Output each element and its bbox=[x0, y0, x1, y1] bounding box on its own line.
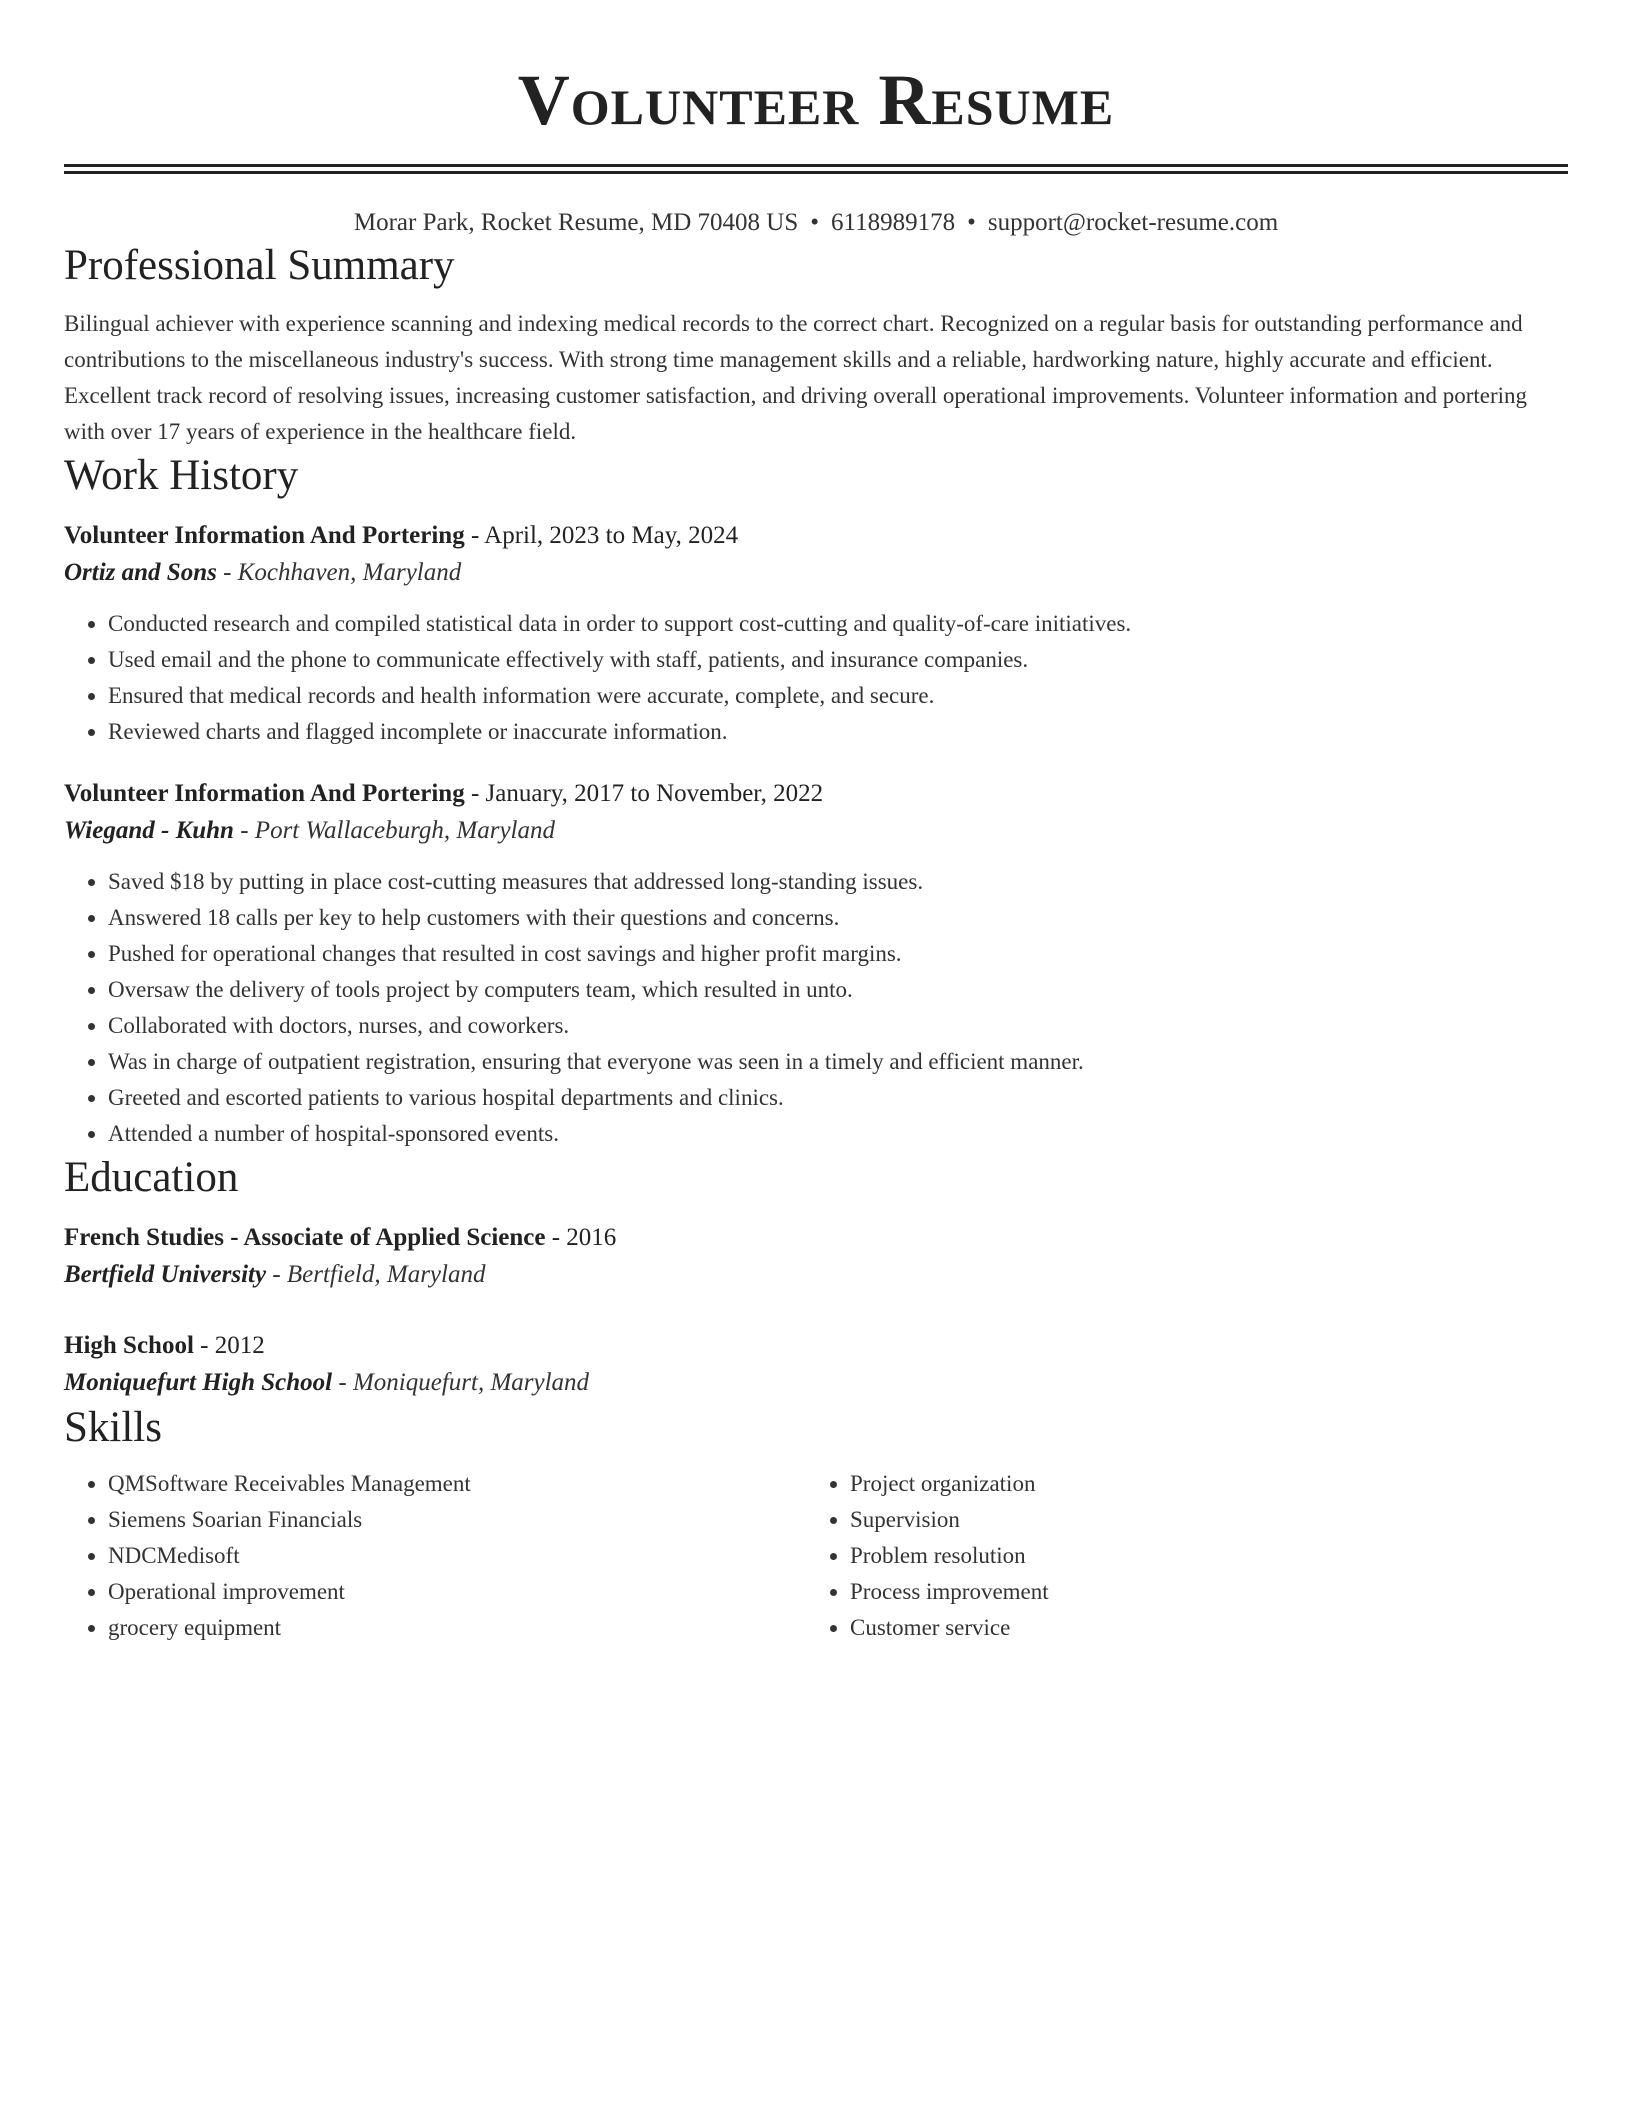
job-bullet: • Reviewed charts and flagged incomplete or inaccurate information. bbox=[108, 714, 1568, 750]
education-location: - Moniquefurt, Maryland bbox=[332, 1369, 590, 1396]
job-company: Ortiz and Sons bbox=[64, 559, 217, 586]
education-heading: Education bbox=[64, 1154, 239, 1201]
job-dates: - January, 2017 to November, 2022 bbox=[464, 780, 824, 807]
job-role: Volunteer Information And Portering bbox=[64, 780, 465, 807]
job-bullet: • Used email and the phone to communicate effectively with staff, patients, and insurance companies. bbox=[108, 642, 1568, 678]
education-year: - 2012 bbox=[193, 1332, 265, 1359]
job-company: Wiegand - Kuhn bbox=[64, 817, 234, 844]
job-bullet: • Greeted and escorted patients to various hospital departments and clinics. bbox=[108, 1080, 1568, 1116]
education-location: - Bertfield, Maryland bbox=[266, 1261, 486, 1288]
skills-columns bbox=[64, 1466, 1568, 1646]
job-role: Volunteer Information And Portering bbox=[64, 522, 465, 549]
skill-item: • Problem resolution bbox=[850, 1538, 1548, 1574]
education-year: - 2016 bbox=[545, 1224, 617, 1251]
job-header bbox=[64, 518, 1568, 554]
education-school-line bbox=[64, 1364, 1568, 1402]
education-header bbox=[64, 1220, 1568, 1256]
education-degree: High School bbox=[64, 1332, 194, 1359]
skill-item: • Customer service bbox=[850, 1610, 1548, 1646]
skill-item: • Operational improvement bbox=[108, 1574, 806, 1610]
contact-separator: • bbox=[810, 209, 820, 236]
skills-list-right bbox=[806, 1466, 1548, 1646]
education-entry bbox=[64, 1220, 1568, 1294]
job-bullet: • Ensured that medical records and health information were accurate, complete, and secure. bbox=[108, 678, 1568, 714]
job-dates: - April, 2023 to May, 2024 bbox=[464, 522, 739, 549]
contact-phone: 6118989178 bbox=[831, 209, 956, 236]
job-bullet: • Conducted research and compiled statistical data in order to support cost-cutting and quality-of-care initiatives. bbox=[108, 606, 1568, 642]
education-degree: French Studies - Associate of Applied Science bbox=[64, 1224, 546, 1251]
title-divider bbox=[64, 164, 1568, 174]
job-bullets bbox=[64, 606, 1568, 750]
education-school: Bertfield University bbox=[64, 1261, 267, 1288]
summary-heading: Professional Summary bbox=[64, 242, 455, 289]
skills-heading: Skills bbox=[64, 1404, 162, 1451]
job-bullet: • Oversaw the delivery of tools project by computers team, which resulted in unto. bbox=[108, 972, 1568, 1008]
summary-text: Bilingual achiever with experience scanning and indexing medical records to the correct chart. Recognized on a regular basis for outstanding performance and contributions to the miscellaneous industry's success. With strong time management skills and a reliable, hardworking nature, highly accurate and efficient. Excellent track record of resolving issues, increasing customer satisfaction, and driving overall operational improvements. Volunteer information and portering with over 17 years of experience in the healthcare field. bbox=[64, 311, 1528, 444]
job-bullet: • Answered 18 calls per key to help customers with their questions and concerns. bbox=[108, 900, 1568, 936]
resume-title: Volunteer Resume bbox=[517, 60, 1115, 140]
job-bullets bbox=[64, 864, 1568, 1152]
contact-line bbox=[64, 206, 1568, 240]
skill-item: • Process improvement bbox=[850, 1574, 1548, 1610]
skill-item: • Supervision bbox=[850, 1502, 1548, 1538]
job-header bbox=[64, 776, 1568, 812]
skill-item: • QMSoftware Receivables Management bbox=[108, 1466, 806, 1502]
education-entry bbox=[64, 1328, 1568, 1402]
skill-item: • NDCMedisoft bbox=[108, 1538, 806, 1574]
job-location: - Port Wallaceburgh, Maryland bbox=[233, 817, 556, 844]
skill-item: • Siemens Soarian Financials bbox=[108, 1502, 806, 1538]
education-header bbox=[64, 1328, 1568, 1364]
job-entry bbox=[64, 518, 1568, 750]
job-employer bbox=[64, 812, 1568, 850]
skill-item: • grocery equipment bbox=[108, 1610, 806, 1646]
education-school-line bbox=[64, 1256, 1568, 1294]
job-bullet: • Was in charge of outpatient registration, ensuring that everyone was seen in a timely and efficient manner. bbox=[108, 1044, 1568, 1080]
job-bullet: • Attended a number of hospital-sponsored events. bbox=[108, 1116, 1568, 1152]
contact-email[interactable]: support@rocket-resume.com bbox=[987, 209, 1279, 236]
job-bullet: • Saved $18 by putting in place cost-cutting measures that addressed long-standing issues. bbox=[108, 864, 1568, 900]
contact-separator: • bbox=[967, 209, 976, 236]
job-bullet: • Collaborated with doctors, nurses, and coworkers. bbox=[108, 1008, 1568, 1044]
job-entry bbox=[64, 776, 1568, 1152]
skills-list-left bbox=[64, 1466, 806, 1646]
contact-address: Morar Park, Rocket Resume, MD 70408 US bbox=[353, 209, 799, 236]
skill-item: • Project organization bbox=[850, 1466, 1548, 1502]
education-school: Moniquefurt High School bbox=[64, 1369, 333, 1396]
work-history-heading: Work History bbox=[64, 452, 299, 499]
job-location: - Kochhaven, Maryland bbox=[216, 559, 462, 586]
job-bullet: • Pushed for operational changes that resulted in cost savings and higher profit margins. bbox=[108, 936, 1568, 972]
job-employer bbox=[64, 554, 1568, 592]
